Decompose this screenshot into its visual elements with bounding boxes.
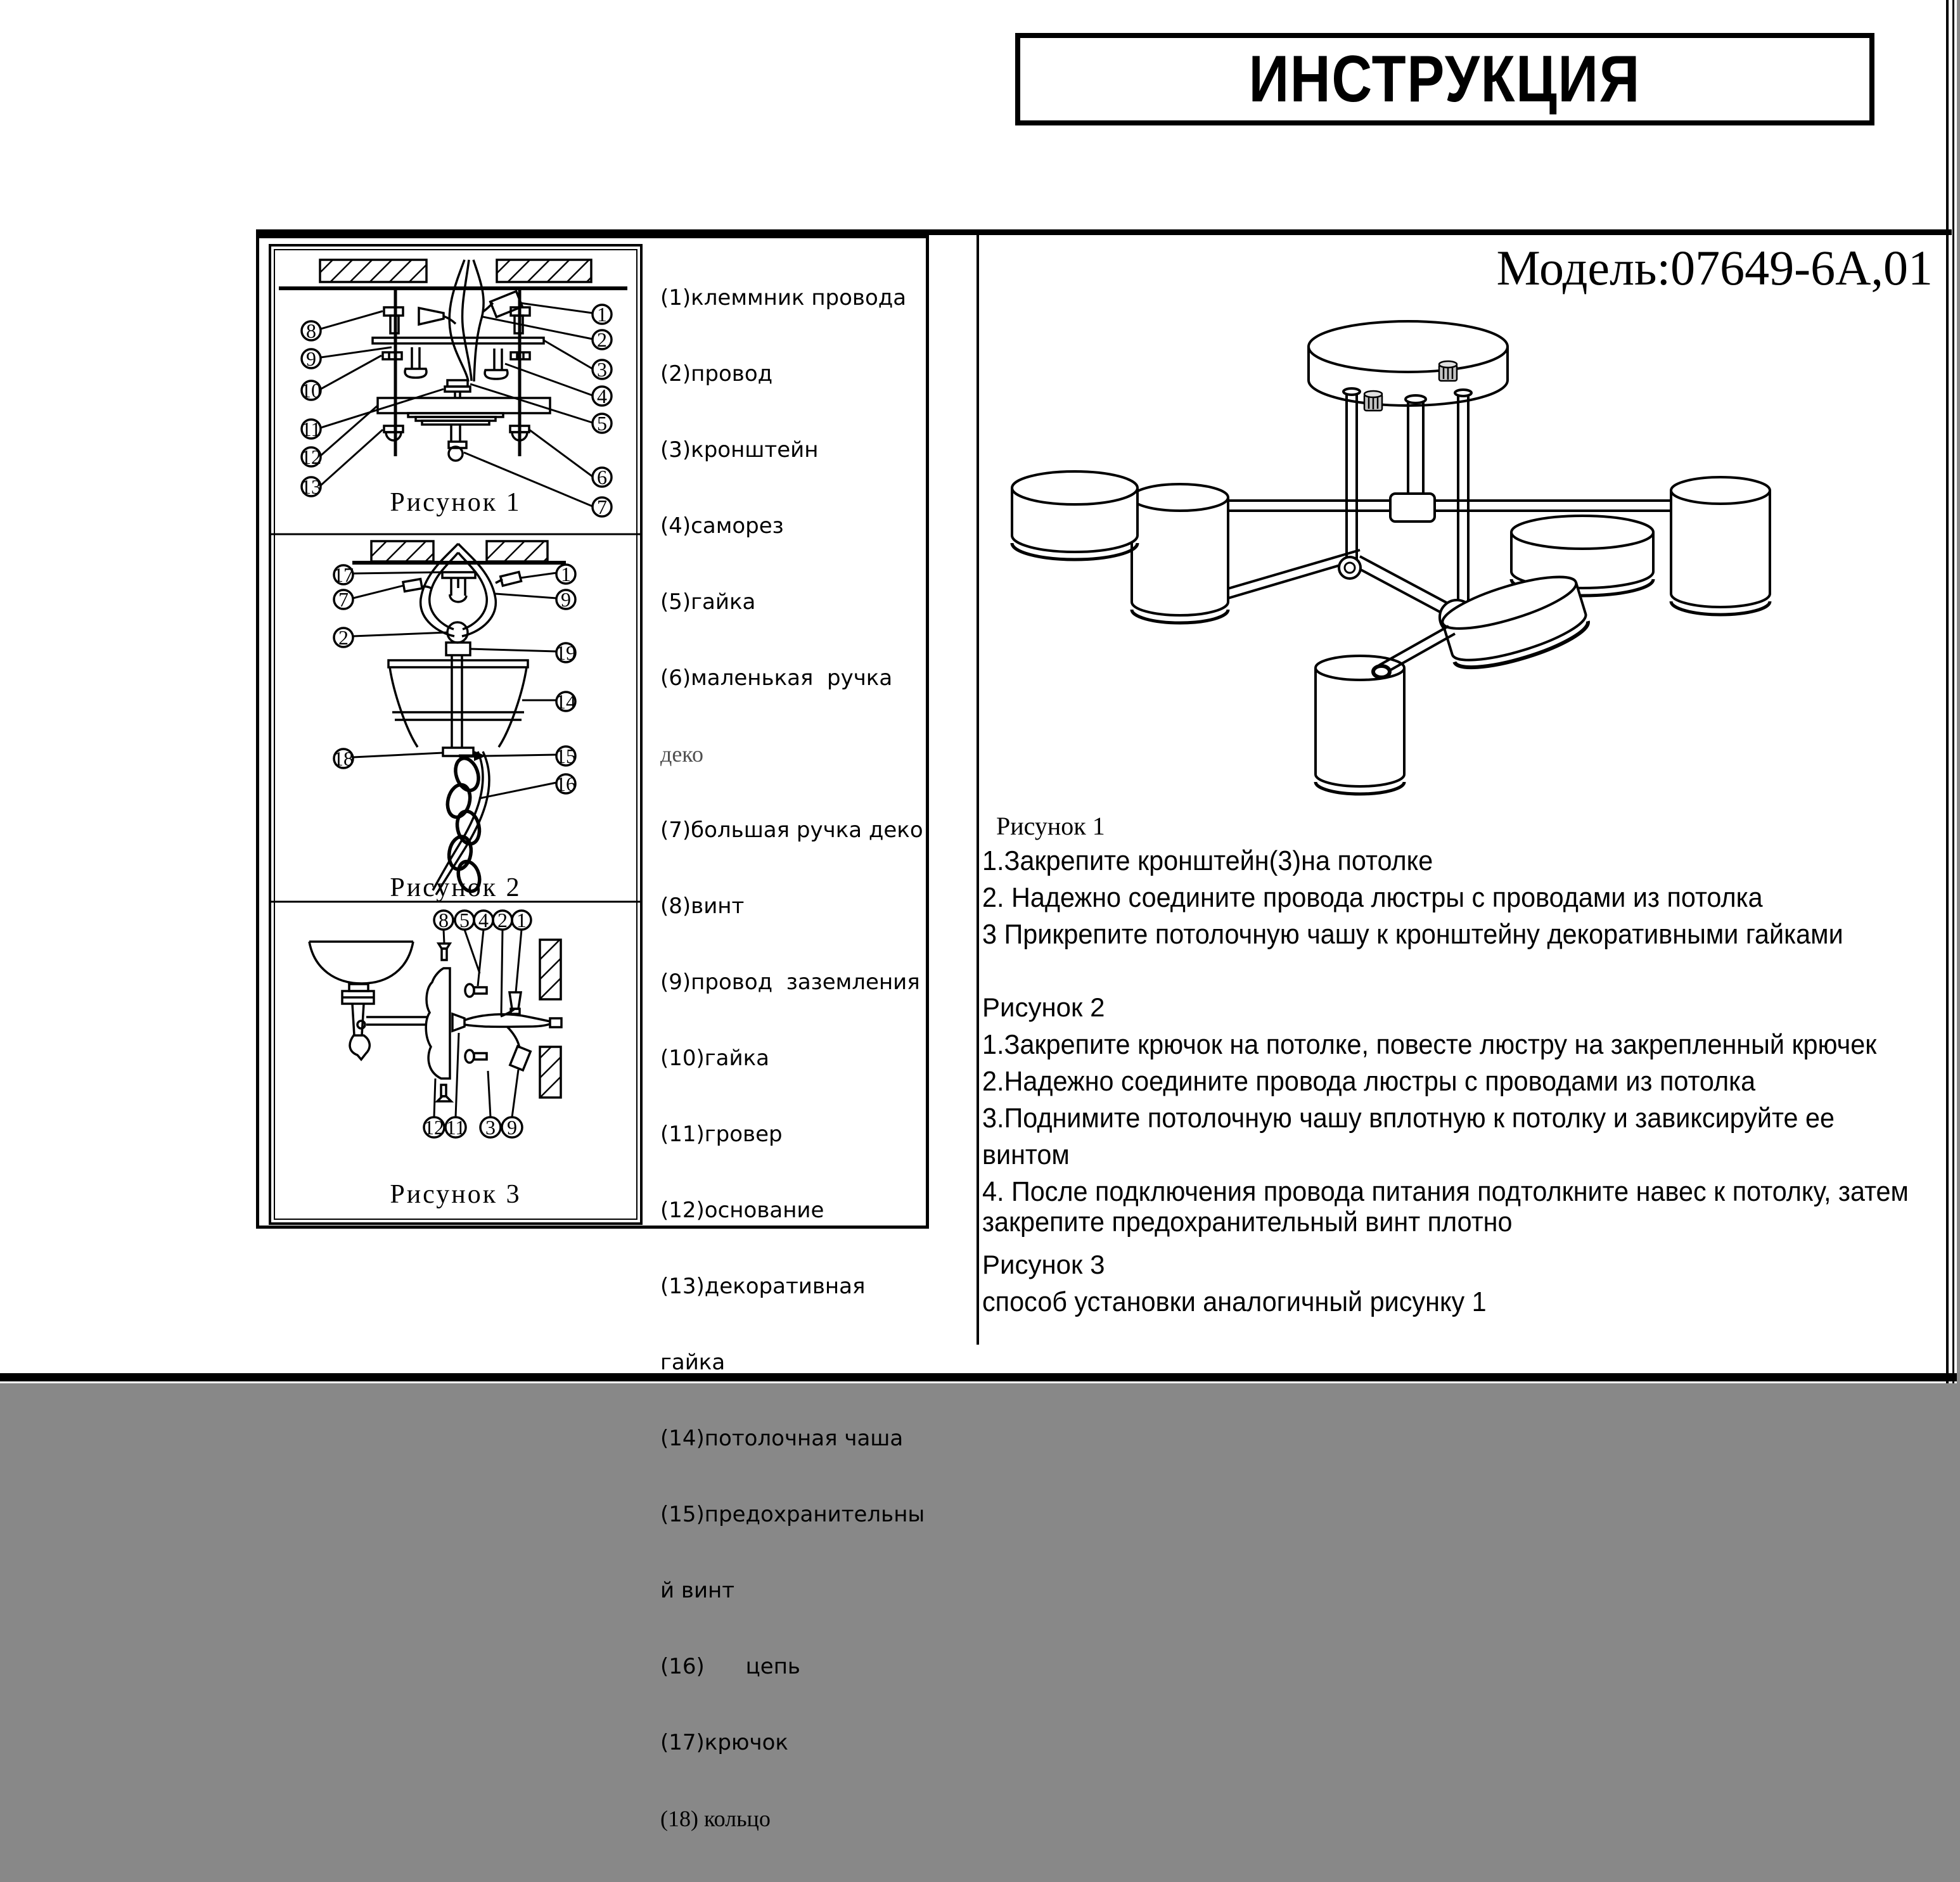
svg-text:18: 18 — [333, 747, 354, 770]
svg-text:11: 11 — [445, 1116, 466, 1139]
terminal-right — [501, 572, 522, 586]
fig2-leader-lines — [353, 572, 556, 798]
svg-text:4: 4 — [597, 385, 607, 407]
wall-hatch-top — [540, 940, 561, 999]
part-line: (8)винт — [660, 893, 745, 919]
fig3-callouts-bottom — [424, 1116, 522, 1139]
part-line: (15)предохранительны — [660, 1502, 925, 1527]
shade-tall-right — [1671, 477, 1770, 615]
fig3-step: способ установки аналогичный рисунку 1 — [982, 1286, 1487, 1317]
svg-text:1: 1 — [561, 563, 571, 586]
shade-drum-tilted — [1438, 567, 1592, 677]
tee-ring — [1339, 557, 1361, 579]
part-line: (4)саморез — [660, 513, 784, 539]
fig3-callouts-top — [434, 909, 531, 931]
svg-text:9: 9 — [561, 588, 571, 611]
part-line: (16) цепь — [660, 1654, 800, 1679]
part-line: (6)маленькая ручка — [660, 665, 893, 691]
svg-text:15: 15 — [556, 745, 576, 767]
fig2-step: 2.Надежно соедините провода люстры с проводами из потолка — [982, 1066, 1756, 1097]
svg-text:10: 10 — [301, 379, 321, 402]
svg-text:6: 6 — [597, 466, 607, 489]
fig3-caption: Рисунок 3 — [390, 1180, 522, 1209]
svg-text:1: 1 — [516, 909, 527, 931]
ceiling-canopy — [1309, 321, 1508, 406]
shade-bottom — [1316, 656, 1404, 794]
part-line: (7)большая ручка деко — [660, 817, 923, 843]
part-line: (9)провод заземления — [660, 970, 920, 995]
title-box — [1015, 33, 1874, 125]
svg-text:8: 8 — [306, 319, 316, 342]
handle-7 — [449, 425, 466, 461]
wires — [444, 260, 493, 381]
fig2-caption: Рисунок 2 — [390, 873, 522, 902]
fig2-step: 1.Закрепите крючок на потолке, повесте люстру на закрепленный крючек — [982, 1029, 1877, 1060]
fig2-step: 4. После подключения провода питания подтолкните навес к потолку, затем — [982, 1176, 1909, 1207]
svg-text:5: 5 — [459, 909, 470, 931]
part-line: (3)кронштейн — [660, 437, 819, 463]
svg-text:8: 8 — [439, 909, 449, 931]
fig1-heading: Рисунок 1 — [996, 812, 1105, 840]
svg-text:3: 3 — [597, 358, 607, 381]
ceiling-cup — [388, 660, 528, 756]
figure2-hook-diagram — [333, 541, 576, 902]
part-line: (10)гайка — [660, 1046, 769, 1071]
part-line: (5)гайка — [660, 589, 756, 615]
svg-text:9: 9 — [507, 1116, 517, 1139]
svg-text:14: 14 — [556, 690, 576, 713]
svg-text:2: 2 — [497, 909, 508, 931]
shade-tall-left — [1132, 484, 1228, 623]
wire-cone-1 — [509, 992, 521, 1009]
page-bottom-rule — [0, 1373, 1957, 1381]
stem-finial — [350, 1004, 369, 1059]
part-line: (12)основание — [660, 1198, 824, 1223]
model-number: Модель:07649-6A,01 — [1496, 240, 1933, 295]
part-line: деко — [660, 741, 703, 767]
wire-cone — [419, 308, 444, 324]
svg-text:17: 17 — [333, 563, 354, 586]
svg-text:11: 11 — [301, 418, 321, 440]
part-line: (18) кольцо — [660, 1806, 771, 1831]
figure3-sconce-diagram — [309, 909, 561, 1209]
part-line: й винт — [660, 1578, 735, 1603]
fig2-step: 3.Поднимите потолочную чашу вплотную к потолку и завиксируйте ее — [982, 1103, 1835, 1134]
figure1-bracket-diagram — [279, 260, 627, 518]
part-line: (11)гровер — [660, 1122, 783, 1147]
fig1-callouts-left — [301, 319, 321, 498]
chandelier-drawing — [979, 279, 1960, 817]
shade-drum-left — [1012, 471, 1137, 560]
svg-text:3: 3 — [485, 1116, 496, 1139]
svg-text:7: 7 — [338, 588, 349, 611]
fig2-step: винтом — [982, 1139, 1070, 1170]
fig2-step: закрепите предохранительный винт плотно — [982, 1207, 1513, 1238]
diagonal-arm-center — [1355, 556, 1452, 616]
svg-text:19: 19 — [556, 641, 576, 664]
svg-text:12: 12 — [301, 445, 321, 468]
fig2-callouts-left — [333, 563, 354, 770]
diagonal-arm-left — [1222, 550, 1360, 600]
parts-list — [660, 234, 958, 1882]
svg-text:1: 1 — [597, 303, 607, 326]
fig1-leader-lines — [321, 303, 592, 506]
ceiling-hatch-right — [497, 260, 591, 282]
fig1-step: 3 Прикрепите потолочную чашу к кронштейну декоративными гайками — [982, 919, 1843, 950]
fig1-callouts-right — [592, 303, 612, 518]
svg-text:7: 7 — [597, 496, 607, 518]
svg-text:5: 5 — [597, 412, 607, 435]
part-line: (13)декоративная — [660, 1274, 866, 1299]
sconce-wires — [452, 1009, 561, 1048]
terminal-left — [403, 579, 422, 592]
part-line: (17)крючок — [660, 1730, 788, 1755]
svg-text:2: 2 — [338, 626, 349, 649]
svg-text:16: 16 — [556, 772, 576, 795]
svg-text:4: 4 — [478, 909, 489, 931]
decorative-nuts — [384, 426, 529, 440]
wall-plate — [426, 968, 450, 1079]
figures-diagram — [269, 244, 643, 1225]
nut-5 — [445, 380, 470, 398]
content-top-rule — [256, 229, 1952, 235]
ground-plug — [510, 1046, 530, 1070]
fig2-heading: Рисунок 2 — [982, 992, 1105, 1022]
fig1-caption: Рисунок 1 — [390, 488, 522, 517]
horizontal-screws — [465, 984, 487, 1063]
wall-hatch-bottom — [540, 1047, 561, 1098]
part-line: гайка — [660, 1350, 726, 1375]
fig1-step: 1.Закрепите кронштейн(3)на потолке — [982, 845, 1433, 876]
diagonal-arm-bottom — [1373, 626, 1455, 677]
svg-text:12: 12 — [424, 1116, 444, 1139]
svg-text:13: 13 — [301, 475, 321, 498]
terminal-block-1 — [490, 291, 523, 317]
ball-joint — [447, 622, 468, 643]
part-line: (1)клеммник провода — [660, 285, 907, 310]
svg-text:9: 9 — [306, 347, 316, 370]
block-19 — [446, 643, 470, 655]
part-line: (14)потолочная чаша — [660, 1426, 904, 1451]
page-title: ИНСТРУКЦИЯ — [1248, 42, 1641, 116]
fig1-step: 2. Надежно соедините провода люстры с проводами из потолка — [982, 882, 1763, 913]
fig3-heading: Рисунок 3 — [982, 1250, 1105, 1279]
part-line: (2)провод — [660, 361, 773, 387]
ceiling-hatch-left — [320, 260, 426, 282]
bowl-shade — [309, 942, 413, 1004]
fig2-callouts-right — [556, 563, 576, 795]
svg-text:2: 2 — [597, 328, 607, 351]
